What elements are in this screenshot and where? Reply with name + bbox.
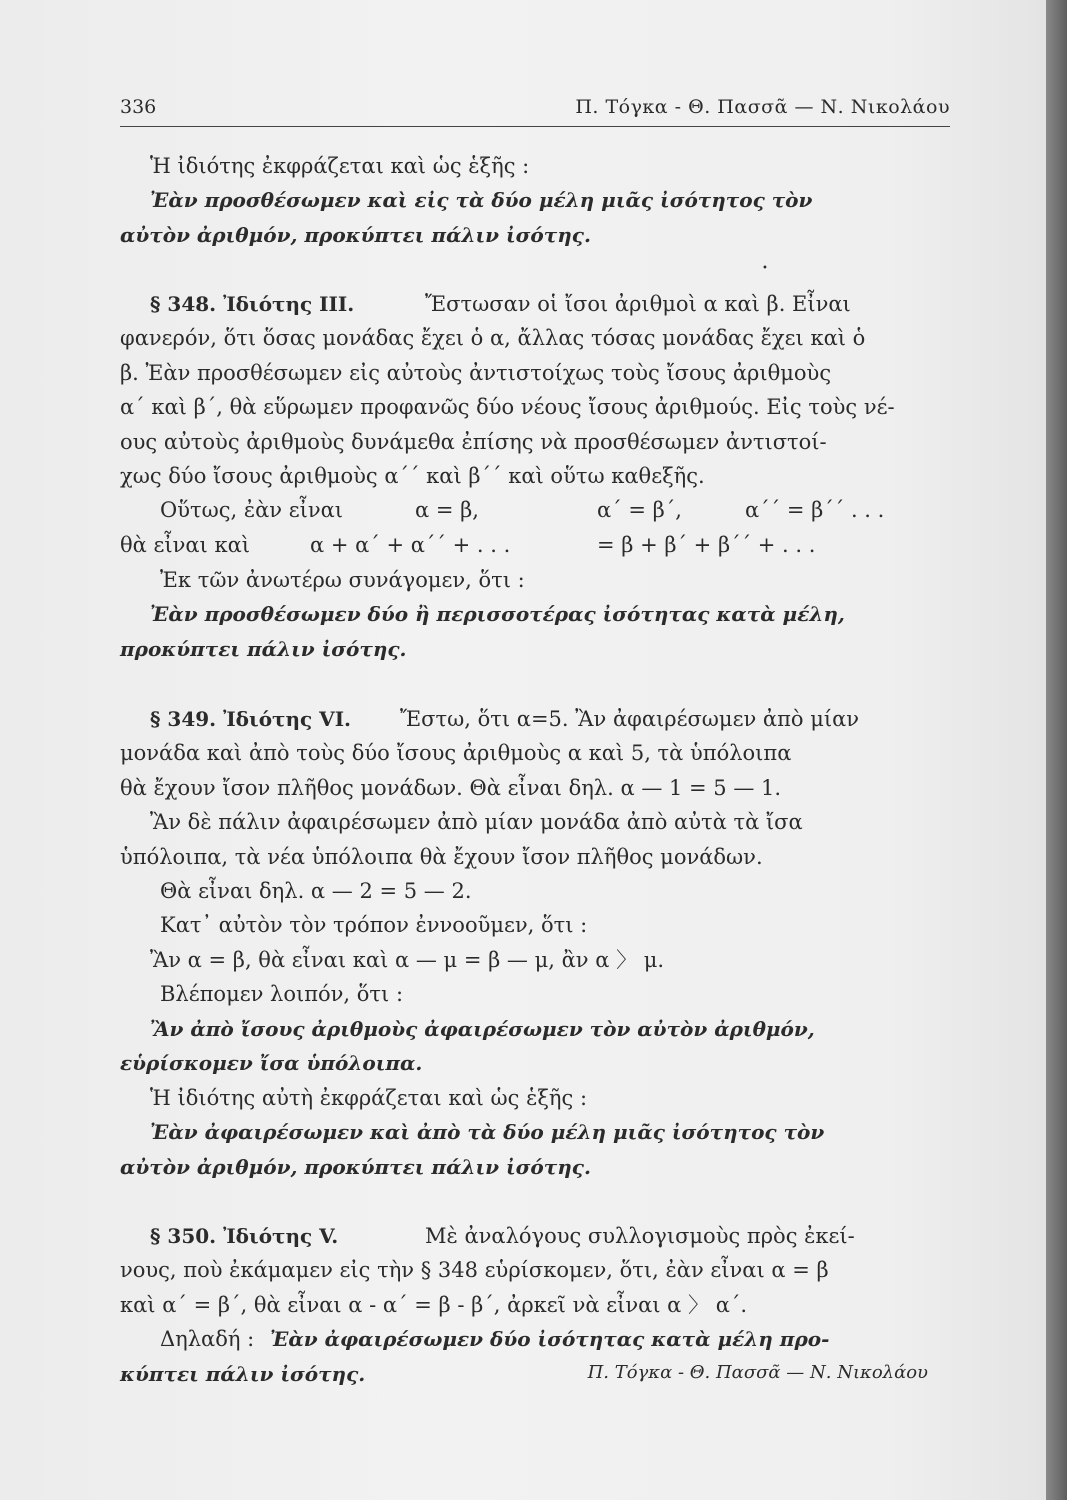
equation-cell: α΄΄ = β΄΄ . . . — [745, 498, 885, 522]
text-line-italic: Ἐὰν προσθέσωμεν καὶ εἰς τὰ δύο μέλη μιᾶς ἰσότητος τὸν — [150, 188, 813, 212]
text-line: θὰ ἔχουν ἴσον πλῆθος μονάδων. Θὰ εἶναι δηλ. α — 1 = 5 — 1. — [120, 776, 782, 800]
text-line: ὑπόλοιπα, τὰ νέα ὑπόλοιπα θὰ ἔχουν ἴσον πλῆθος μονάδων. — [120, 845, 763, 869]
text-line: Ἂν α = β, θὰ εἶναι καὶ α — μ = β — μ, ἂν α 〉 μ. — [150, 948, 665, 972]
text-line: Θὰ εἶναι δηλ. α — 2 = 5 — 2. — [160, 879, 472, 903]
text-line-italic: Ἂν ἀπὸ ἴσους ἀριθμοὺς ἀφαιρέσωμεν τὸν αὐτὸν ἀριθμόν, — [150, 1017, 815, 1041]
text-line: Ἔστωσαν οἱ ἴσοι ἀριθμοὶ α καὶ β. Εἶναι — [425, 292, 851, 316]
header-authors: Π. Τόγκα - Θ. Πασσᾶ — Ν. Νικολάου — [575, 96, 950, 118]
text-line-italic: αὐτὸν ἀριθμόν, προκύπτει πάλιν ἰσότης. — [120, 1155, 591, 1179]
text-line: θὰ εἶναι καὶ — [120, 533, 251, 557]
text-line: Ἂν δὲ πάλιν ἀφαιρέσωμεν ἀπὸ μίαν μονάδα ἀπὸ αὐτὰ τὰ ἴσα — [150, 810, 803, 834]
text-line: α΄ καὶ β΄, θὰ εὕρωμεν προφανῶς δύο νέους ἴσους ἀριθμούς. Εἰς τοὺς νέ- — [120, 395, 895, 419]
equation-cell: α΄ = β΄, — [597, 498, 682, 522]
section-heading-348: § 348. Ἰδιότης ΙΙΙ. — [150, 292, 355, 316]
equation-cell: α + α΄ + α΄΄ + . . . — [310, 533, 511, 557]
text-line: Ἔστω, ὅτι α=5. Ἂν ἀφαιρέσωμεν ἀπὸ μίαν — [400, 707, 860, 731]
book-edge — [1046, 0, 1067, 1500]
text-line: Οὕτως, ἐὰν εἶναι — [160, 498, 344, 522]
stray-mark: • — [762, 263, 768, 274]
text-line: χως δύο ἴσους ἀριθμοὺς α΄΄ καὶ β΄΄ καὶ οὕτω καθεξῆς. — [120, 464, 705, 488]
text-line: Ἡ ἰδιότης αὐτὴ ἐκφράζεται καὶ ὡς ἑξῆς : — [150, 1086, 588, 1110]
text-line-italic: εὑρίσκομεν ἴσα ὑπόλοιπα. — [120, 1051, 423, 1075]
text-line: β. Ἐὰν προσθέσωμεν εἰς αὐτοὺς ἀντιστοίχως τοὺς ἴσους ἀριθμοὺς — [120, 361, 832, 385]
equation-cell: = β + β΄ + β΄΄ + . . . — [597, 533, 816, 557]
text-line: Ἡ ἰδιότης ἐκφράζεται καὶ ὡς ἑξῆς : — [150, 154, 530, 178]
text-line: Ἐκ τῶν ἀνωτέρω συνάγομεν, ὅτι : — [160, 568, 525, 592]
text-line: Κατ᾽ αὐτὸν τὸν τρόπον ἐννοοῦμεν, ὅτι : — [160, 913, 588, 937]
text-line-italic: αὐτὸν ἀριθμόν, προκύπτει πάλιν ἰσότης. — [120, 223, 591, 247]
equation-cell: α = β, — [415, 498, 479, 522]
section-heading-350: § 350. Ἰδιότης V. — [150, 1224, 339, 1248]
text-line: Μὲ ἀναλόγους συλλογισμοὺς πρὸς ἐκεί- — [425, 1224, 855, 1248]
text-line: Βλέπομεν λοιπόν, ὅτι : — [160, 982, 404, 1006]
text-line-italic: κύπτει πάλιν ἰσότης. — [120, 1362, 366, 1386]
text-line: μονάδα καὶ ἀπὸ τοὺς δύο ἴσους ἀριθμοὺς α καὶ 5, τὰ ὑπόλοιπα — [120, 741, 792, 765]
text-line-italic: προκύπτει πάλιν ἰσότης. — [120, 637, 407, 661]
text-line: Δηλαδή : — [160, 1327, 255, 1351]
text-line: νους, ποὺ ἐκάμαμεν εἰς τὴν § 348 εὑρίσκομεν, ὅτι, ἐὰν εἶναι α = β — [120, 1258, 829, 1282]
text-line: ους αὐτοὺς ἀριθμοὺς δυνάμεθα ἐπίσης νὰ προσθέσωμεν ἀντιστοί- — [120, 430, 827, 454]
text-line: φανερόν, ὅτι ὅσας μονάδας ἔχει ὁ α, ἄλλας τόσας μονάδας ἔχει καὶ ὁ — [120, 326, 866, 350]
page-number: 336 — [120, 96, 157, 118]
text-line-italic: Ἐὰν προσθέσωμεν δύο ἢ περισσοτέρας ἰσότητας κατὰ μέλη, — [150, 602, 845, 626]
text-line-italic: Ἐὰν ἀφαιρέσωμεν καὶ ἀπὸ τὰ δύο μέλη μιᾶς ἰσότητος τὸν — [150, 1120, 825, 1144]
footer-authors: Π. Τόγκα - Θ. Πασσᾶ — Ν. Νικολάου — [587, 1362, 928, 1383]
text-line: καὶ α΄ = β΄, θὰ εἶναι α - α΄ = β - β΄, ἀρκεῖ νὰ εἶναι α 〉 α΄. — [120, 1293, 748, 1317]
text-line-italic: Ἐὰν ἀφαιρέσωμεν δύο ἰσότητας κατὰ μέλη προ- — [270, 1327, 830, 1351]
section-heading-349: § 349. Ἰδιότης VI. — [150, 707, 352, 731]
running-header — [120, 96, 950, 127]
